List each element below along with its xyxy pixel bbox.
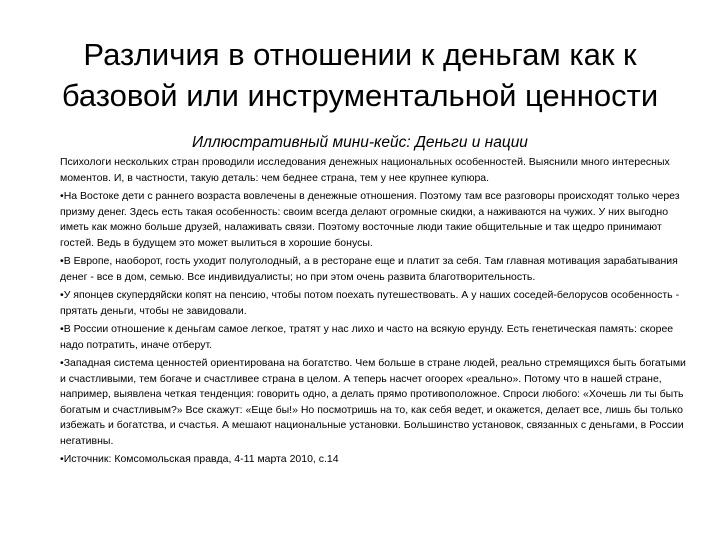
slide-title: Различия в отношении к деньгам как к базовой или инструментальной ценности <box>61 37 659 113</box>
bullet-marker: • <box>60 453 64 465</box>
bullet-item <box>60 189 688 251</box>
bullet-marker: • <box>60 357 64 369</box>
bullet-text: В Европе, наоборот, гость уходит полуголодный, а в ресторане еще и платит за себя. Там главная мотивация зарабатывания денег - все в дом, семью. Все индивидуалисты; но при этом очень развита благотворительность. <box>60 255 678 283</box>
slide-body <box>60 155 688 471</box>
bullet-marker: • <box>60 255 64 267</box>
bullet-item <box>60 356 688 449</box>
bullet-text: На Востоке дети с раннего возраста вовлечены в денежные отношения. Поэтому там все разговоры происходят только через призму денег. Здесь есть такая особенность: своим всегда делают огромные скидки, а наживаются на чужих. У них выгодно иметь как можно больше друзей, налаживать связи. Поэтому восточные люди такие общительные и так щедро принимают гостей. Ведь в будущем это может вылиться в хорошие бонусы. <box>60 190 680 249</box>
bullet-text: В России отношение к деньгам самое легкое, тратят у нас лихо и часто на всякую ерунду. Есть генетическая память: скорее надо потратить, иначе отберут. <box>60 323 674 351</box>
bullet-item <box>60 254 688 285</box>
bullet-text: Западная система ценностей ориентирована на богатство. Чем больше в стране людей, реально стремящихся быть богатыми и счастливыми, тем богаче и счастливее страна в целом. А теперь насчет огоорех «реально». Потому что в нашей стране, например, выявлена четкая тенденция: говорить одно, а делать прямо противоположное. Спроси любого: «Хочешь ли ты быть богатым и счастливым?» Все скажут: «Еще бы!» Но посмотришь на то, как себя ведет, и окажется, делает все, лишь бы только избежать и богатства, и счастья. А мешают национальные установки. Большинство установок, связанных с деньгами, в России негативны. <box>60 357 686 447</box>
intro-paragraph: Психологи нескольких стран проводили исследования денежных национальных особенностей. Выяснили много интересных моментов. И, в частности, такую деталь: чем беднее страна, тем у нее крупнее купюра. <box>60 156 670 184</box>
bullet-item <box>60 322 688 353</box>
bullet-marker: • <box>60 289 64 301</box>
bullet-item <box>60 288 688 319</box>
bullet-marker: • <box>60 323 64 335</box>
source-citation <box>60 452 688 468</box>
source-text: Источник: Комсомольская правда, 4-11 марта 2010, с.14 <box>63 453 339 465</box>
bullet-marker: • <box>60 190 64 202</box>
bullet-text: У японцев скупердяйски копят на пенсию, чтобы потом поехать путешествовать. А у наших соседей-белорусов особенность - прятать деньги, чтобы не завидовали. <box>60 289 680 317</box>
slide-subtitle: Иллюстративный мини-кейс: Деньги и нации <box>192 134 528 151</box>
